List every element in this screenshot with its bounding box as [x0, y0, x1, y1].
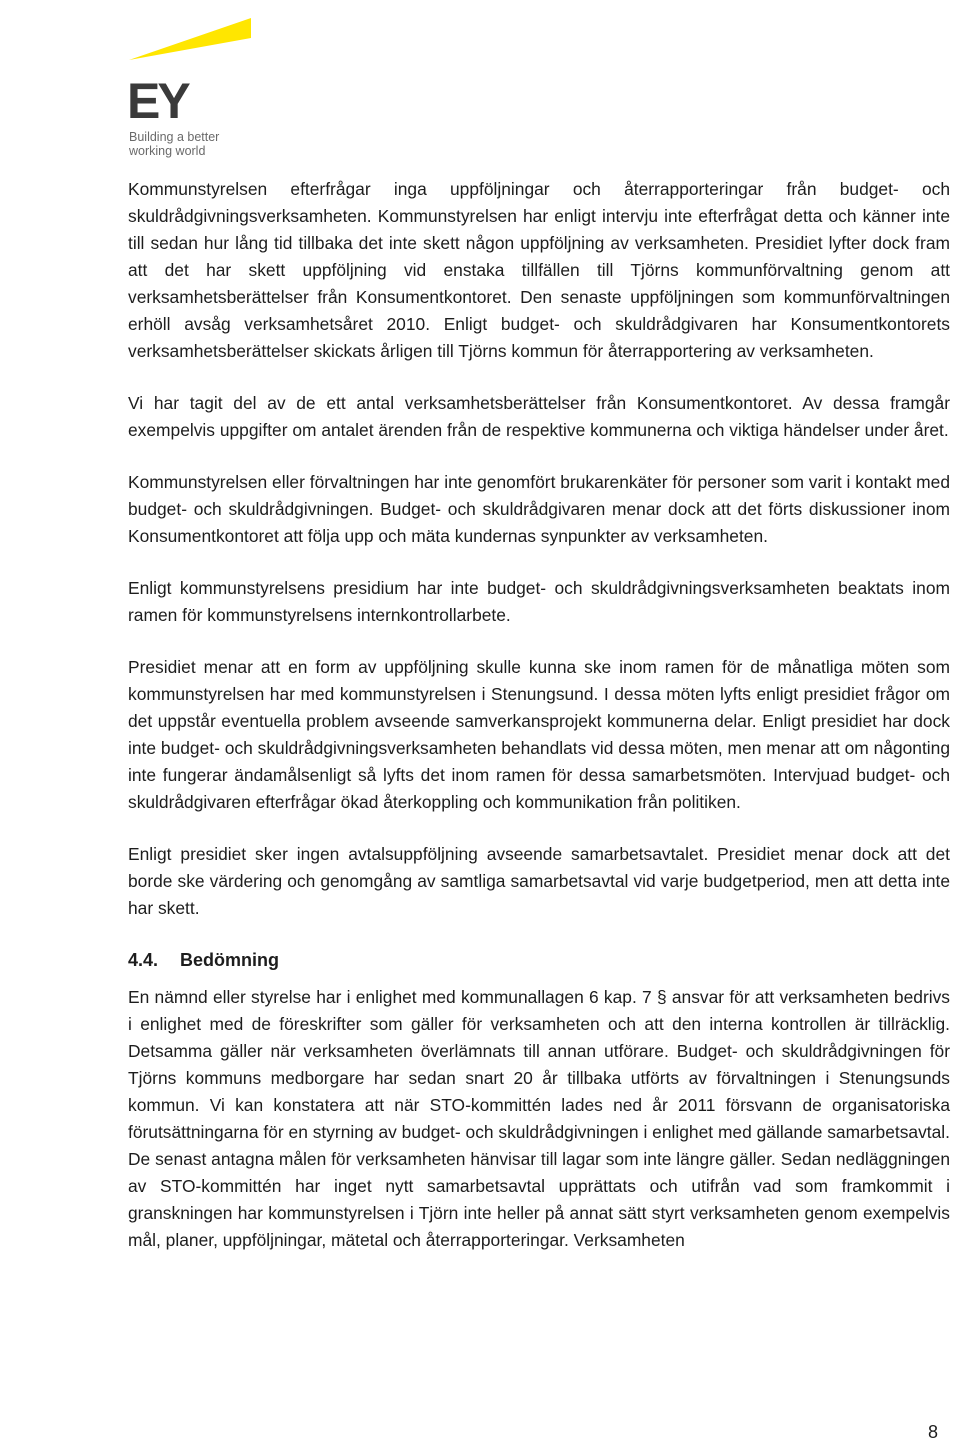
logo-tagline [129, 130, 269, 158]
paragraph: En nämnd eller styrelse har i enlighet med kommunallagen 6 kap. 7 § ansvar för att verksamheten bedrivs i enlighet med de föreskrifter som gäller för verksamheten och att den interna kontrollen är tillräcklig. Detsamma gäller när verksamheten överlämnats till annan utförare. Budget- och skuldrådgivningen för Tjörns kommuns medborgare har sedan snart 20 år tillbaka utförts av förvaltningen i Stenungsunds kommun. Vi kan konstatera att när STO-kommittén lades ned år 2011 försvann de organisatoriska förutsättningarna för en styrning av budget- och skuldrådgivningen i enlighet med gällande samarbetsavtal. De senast antagna målen för verksamheten hänvisar till lagar som inte längre gäller. Sedan nedläggningen av STO-kommittén har inget nytt samarbetsavtal upprättats och utifrån vad som framkommit i granskningen har kommunstyrelsen i Tjörn inte heller på annat sätt styrt verksamheten genom exempelvis mål, planer, uppföljningar, mätetal och återrapporteringar. Verksamheten [128, 987, 950, 1250]
ey-beam-icon [125, 14, 265, 74]
section-title: Bedömning [180, 950, 279, 970]
logo-wordmark: EY [127, 73, 188, 129]
tagline-line-2: working world [129, 144, 206, 158]
paragraph: Vi har tagit del av de ett antal verksamhetsberättelser från Konsumentkontoret. Av dessa framgår exempelvis uppgifter om antalet ärenden från de respektive kommunerna och viktiga händelser under året. [128, 393, 950, 440]
section-number: 4.4. [128, 950, 159, 970]
tagline-line-1: Building a better [129, 130, 220, 144]
paragraph: Enligt presidiet sker ingen avtalsuppföljning avseende samarbetsavtalet. Presidiet menar dock att det borde ske värdering och genomgång av samtliga samarbetsavtal vid varje budgetperiod, men att detta inte har skett. [128, 844, 950, 918]
page-number: 8 [927, 1422, 938, 1442]
ey-logo [125, 14, 265, 164]
section-heading [128, 947, 950, 974]
paragraph: Kommunstyrelsen eller förvaltningen har inte genomfört brukarenkäter för personer som varit i kontakt med budget- och skuldrådgivningen. Budget- och skuldrådgivaren menar dock att det förts diskussioner inom Konsumentkontoret att följa upp och mäta kundernas synpunkter av verksamheten. [128, 472, 950, 546]
paragraph: Kommunstyrelsen efterfrågar inga uppföljningar och återrapporteringar från budget- och skuldrådgivningsverksamheten. Kommunstyrelsen har enligt intervju inte efterfrågat detta och känner inte till sedan hur lång tid tillbaka det inte skett någon uppföljning av verksamheten. Presidiet lyfter dock fram att det har skett uppföljning vid enstaka tillfällen till Tjörns kommunförvaltning genom att verksamhetsberättelser från Konsumentkontoret. Den senaste uppföljningen som kommunförvaltningen erhöll avsåg verksamhetsåret 2010. Enligt budget- och skuldrådgivaren har Konsumentkontorets verksamhetsberättelser skickats årligen till Tjörns kommun för återrapportering av verksamheten. [128, 179, 950, 361]
paragraph: Presidiet menar att en form av uppföljning skulle kunna ske inom ramen för de månatliga möten som kommunstyrelsen har med kommunstyrelsen i Stenungsund. I dessa möten lyfts enligt presidiet frågor om det uppstår eventuella problem avseende samverkansprojekt kommunerna delar. Enligt presidiet har dock inte budget- och skuldrådgivningsverksamheten behandlats vid dessa möten, men menar att om någonting inte fungerar ändamålsenligt så lyfts det inom ramen för dessa samarbetsmöten. Intervjuad budget- och skuldrådgivaren efterfrågar ökad återkoppling och kommunikation från politiken. [128, 657, 950, 812]
paragraph: Enligt kommunstyrelsens presidium har inte budget- och skuldrådgivningsverksamheten beaktats inom ramen för kommunstyrelsens internkontrollarbete. [128, 578, 950, 625]
document-body [128, 176, 950, 1279]
